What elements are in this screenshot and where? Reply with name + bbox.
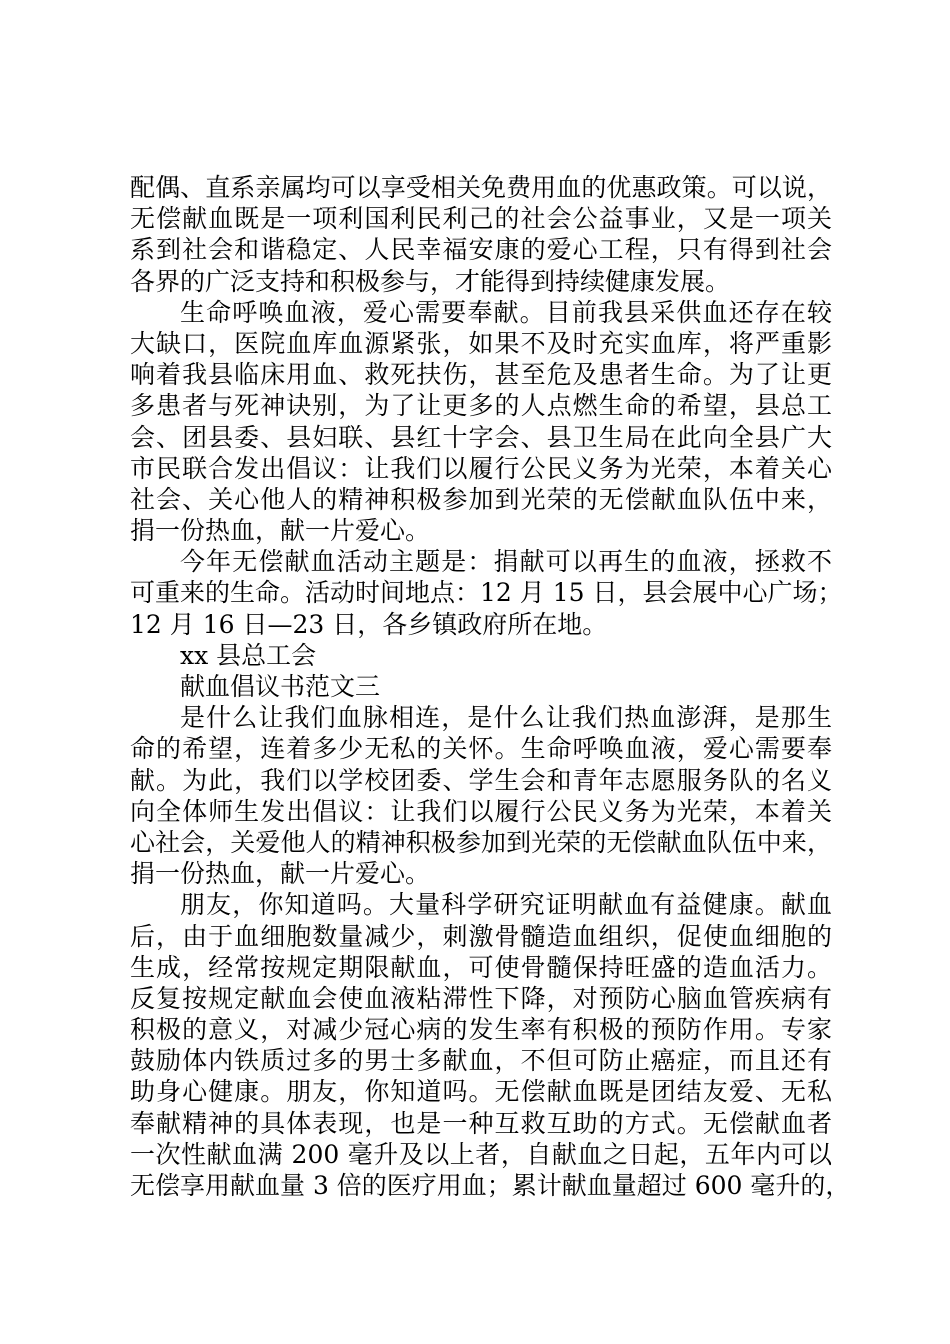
text-line: 奉献精神的具体表现，也是一种互救互助的方式。无偿献血者 [130,1108,832,1138]
text-line: 今年无偿献血活动主题是：捐献可以再生的血液，拯救不 [180,547,832,577]
text-line: 系到社会和谐稳定、人民幸福安康的爱心工程，只有得到社会 [130,235,832,265]
paragraph-p1 [130,172,832,297]
text-line: 12 月 16 日—23 日，各乡镇政府所在地。 [130,609,608,639]
text-line: 多患者与死神诀别，为了让更多的人点燃生命的希望，县总工 [130,391,832,421]
text-line: 大缺口，医院血库血源紧张，如果不及时充实血库，将严重影 [130,328,832,358]
text-line: 生成，经常按规定期限献血，可使骨髓保持旺盛的造血活力。 [130,952,832,982]
text-line: 会、团县委、县妇联、县红十字会、县卫生局在此向全县广大 [130,422,832,452]
text-line: 一次性献血满 200 毫升及以上者，自献血之日起，五年内可以 [130,1139,832,1169]
paragraph-p3 [130,546,843,640]
text-line: 后，由于血细胞数量减少，刺激骨髓造血组织，促使血细胞的 [130,921,832,951]
text-line: 社会、关心他人的精神积极参加到光荣的无偿献血队伍中来， [130,484,832,514]
text-line: 各界的广泛支持和积极参与，才能得到持续健康发展。 [130,266,731,296]
text-line: 心社会，关爱他人的精神积极参加到光荣的无偿献血队伍中来， [130,827,832,857]
document-body [130,172,851,1201]
text-line: 市民联合发出倡议：让我们以履行公民义务为光荣，本着关心 [130,453,832,483]
text-line: 无偿献血既是一项利国利民利己的社会公益事业，又是一项关 [130,204,832,234]
text-line: 鼓励体内铁质过多的男士多献血，不但可防止癌症，而且还有 [130,1046,832,1076]
text-line: 生命呼唤血液，爱心需要奉献。目前我县采供血还存在较 [180,297,832,327]
paragraph-p5 [130,889,851,1201]
text-line: 命的希望，连着多少无私的关怀。生命呼唤血液，爱心需要奉 [130,734,832,764]
text-line: 捐一份热血，献一片爱心。 [130,516,431,546]
text-line: 助身心健康。朋友，你知道吗。无偿献血既是团结友爱、无私 [130,1077,832,1107]
text-line: 朋友，你知道吗。大量科学研究证明献血有益健康。献血 [180,890,832,920]
text-line: 是什么让我们血脉相连，是什么让我们热血澎湃，是那生 [180,703,832,733]
section-heading: 献血倡议书范文三 [180,672,381,701]
text-line: 无偿享用献血量 3 倍的医疗用血；累计献血量超过 600 毫升的， [130,1171,851,1200]
text-line: 响着我县临床用血、救死扶伤，甚至危及患者生命。为了让更 [130,360,832,390]
signature-line: xx 县总工会 [180,640,317,670]
text-line: 献。为此，我们以学校团委、学生会和青年志愿服务队的名义 [130,765,832,795]
text-line: 可重来的生命。活动时间地点：12 月 15 日，县会展中心广场； [130,578,843,608]
text-line: 积极的意义，对减少冠心病的发生率有积极的预防作用。专家 [130,1015,832,1045]
text-line: 向全体师生发出倡议：让我们以履行公民义务为光荣，本着关 [130,796,832,826]
text-line: 配偶、直系亲属均可以享受相关免费用血的优惠政策。可以说， [130,173,832,202]
paragraph-p4 [130,702,832,889]
text-line: 捐一份热血，献一片爱心。 [130,859,431,889]
text-line: 反复按规定献血会使血液粘滞性下降，对预防心脑血管疾病有 [130,983,832,1013]
paragraph-p2 [130,297,832,547]
